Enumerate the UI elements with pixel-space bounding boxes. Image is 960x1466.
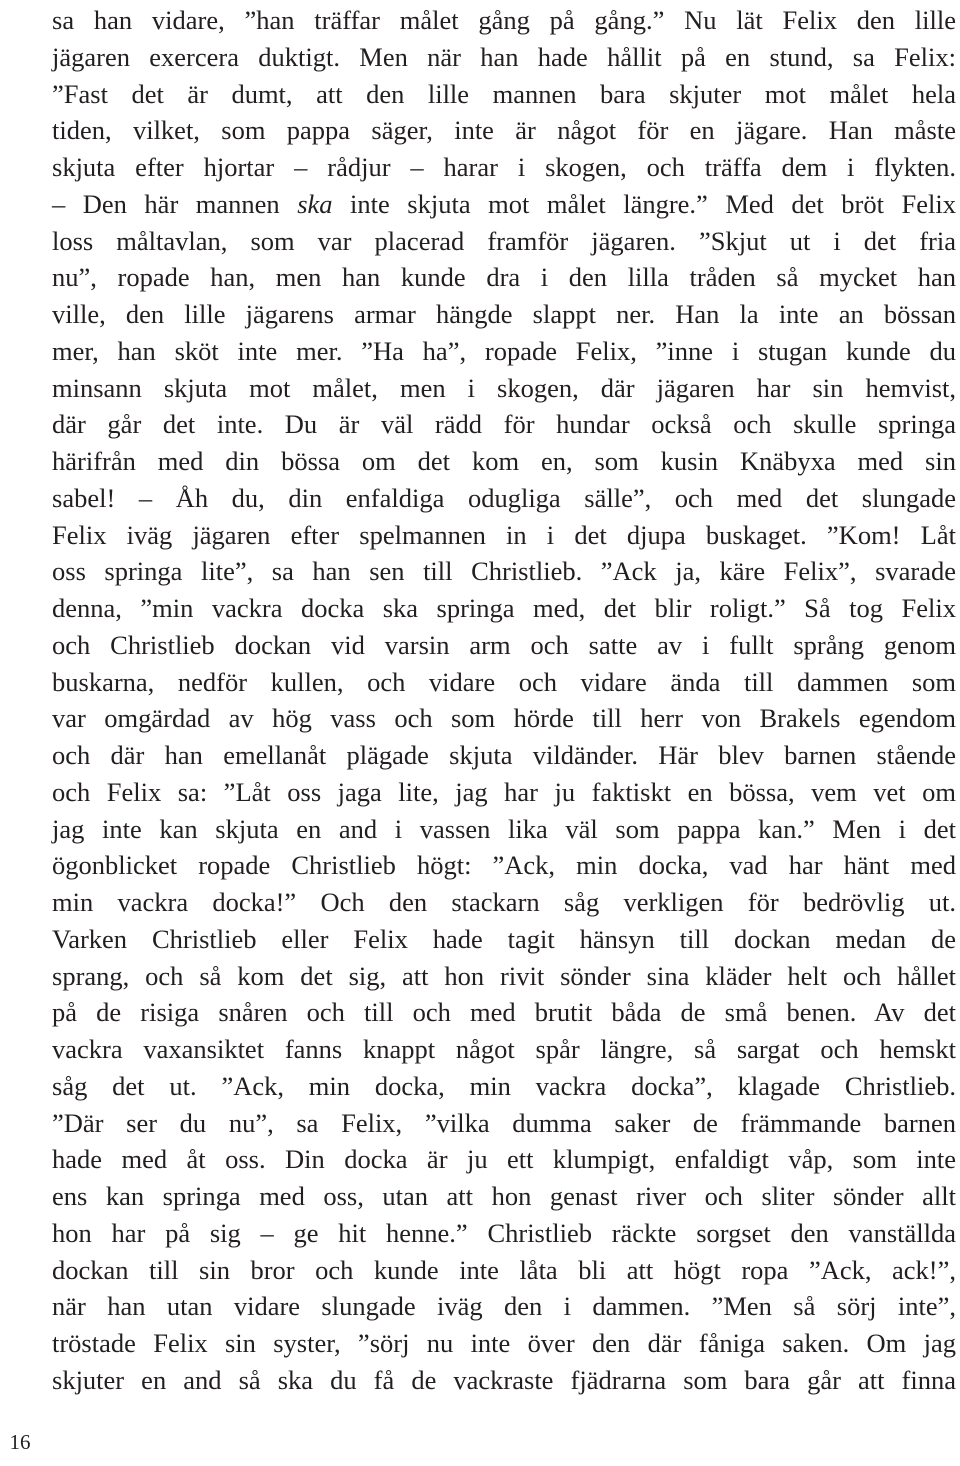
text-line: hon har på sig – ge hit henne.” Christlieb räckte sorgset den vanställda bbox=[52, 1217, 956, 1248]
text-line: ”Fast det är dumt, att den lille mannen bara skjuter mot målet hela bbox=[52, 78, 956, 109]
text-line: härifrån med din bössa om det kom en, som kusin Knäbyxa med sin bbox=[52, 446, 956, 476]
text-line: loss måltavlan, som var placerad framför jägaren. ”Skjut ut i det fria bbox=[52, 225, 956, 256]
text-line: skjuter en and så ska du få de vackraste fjädrarna som bara går att finna bbox=[52, 1364, 956, 1395]
text-line: där går det inte. Du är väl rädd för hundar också och skulle springa bbox=[52, 409, 956, 440]
text-line: oss springa lite”, sa han sen till Christlieb. ”Ack ja, käre Felix”, svarade bbox=[52, 556, 956, 587]
text-line: ”Där ser du nu”, sa Felix, ”vilka dumma saker de främmande barnen bbox=[52, 1107, 956, 1138]
text-line: när han utan vidare slungade iväg den i dammen. ”Men så sörj inte”, bbox=[52, 1291, 956, 1322]
text-line: buskarna, nedför kullen, och vidare och vidare ända till dammen som bbox=[52, 666, 956, 697]
text-line: tröstade Felix sin syster, ”sörj nu inte över den där fåniga saken. Om jag bbox=[52, 1328, 956, 1358]
text-line: minsann skjuta mot målet, men i skogen, där jägaren har sin hemvist, bbox=[52, 372, 956, 403]
text-line: ögonblicket ropade Christlieb högt: ”Ack, min docka, vad har hänt med bbox=[52, 850, 956, 881]
text-line: vackra vaxansiktet fanns knappt något spår längre, så sargat och hemskt bbox=[52, 1034, 956, 1064]
text-line: ville, den lille jägarens armar hängde slappt ner. Han la inte an bössan bbox=[52, 299, 956, 329]
text-line: min vackra docka!” Och den stackarn såg verkligen för bedrövlig ut. bbox=[52, 887, 956, 917]
text-line: sa han vidare, ”han träffar målet gång på gång.” Nu lät Felix den lille bbox=[52, 5, 956, 35]
text-line: och där han emellanåt plägade skjuta vildänder. Här blev barnen stående bbox=[52, 740, 956, 770]
emphasis: ska bbox=[297, 188, 333, 219]
text-line: jag inte kan skjuta en and i vassen lika väl som pappa kan.” Men i det bbox=[52, 813, 956, 844]
text-line: på de risiga snåren och till och med brutit båda de små benen. Av det bbox=[52, 997, 956, 1028]
text-line: Varken Christlieb eller Felix hade tagit hänsyn till dockan medan de bbox=[52, 923, 956, 954]
text-line: skjuta efter hjortar – rådjur – harar i skogen, och träffa dem i flykten. bbox=[52, 152, 956, 182]
text-line: sabel! – Åh du, din enfaldiga odugliga sälle”, och med det slungade bbox=[52, 482, 956, 513]
text-line: denna, ”min vackra docka ska springa med, det blir roligt.” Så tog Felix bbox=[52, 593, 956, 623]
text-line: ens kan springa med oss, utan att hon genast river och sliter sönder allt bbox=[52, 1181, 956, 1211]
page-number: 16 bbox=[9, 1430, 31, 1454]
text-line: tiden, vilket, som pappa säger, inte är något för en jägare. Han måste bbox=[52, 115, 956, 146]
text-line: och Felix sa: ”Låt oss jaga lite, jag har ju faktiskt en bössa, vem vet om bbox=[52, 776, 956, 807]
text-line: sprang, och så kom det sig, att hon rivit sönder sina kläder helt och hållet bbox=[52, 960, 956, 991]
text-line: Felix iväg jägaren efter spelmannen in i det djupa buskaget. ”Kom! Låt bbox=[52, 519, 956, 550]
text-line: nu”, ropade han, men han kunde dra i den lilla tråden så mycket han bbox=[52, 262, 956, 293]
text-line: – Den här mannen ska inte skjuta mot målet längre.” Med det bröt Felix bbox=[52, 188, 956, 219]
text-line: jägaren exercera duktigt. Men när han hade hållit på en stund, sa Felix: bbox=[52, 41, 956, 72]
text-line: mer, han sköt inte mer. ”Ha ha”, ropade Felix, ”inne i stugan kunde du bbox=[52, 335, 956, 366]
text-line: såg det ut. ”Ack, min docka, min vackra docka”, klagade Christlieb. bbox=[52, 1070, 956, 1101]
body-text bbox=[52, 2, 956, 1399]
text-line: och Christlieb dockan vid varsin arm och satte av i fullt språng genom bbox=[52, 629, 956, 660]
text-line: var omgärdad av hög vass och som hörde till herr von Brakels egendom bbox=[52, 703, 956, 734]
text-line: dockan till sin bror och kunde inte låta bli att högt ropa ”Ack, ack!”, bbox=[52, 1254, 956, 1285]
text-line: hade med åt oss. Din docka är ju ett klumpigt, enfaldigt våp, som inte bbox=[52, 1144, 956, 1175]
